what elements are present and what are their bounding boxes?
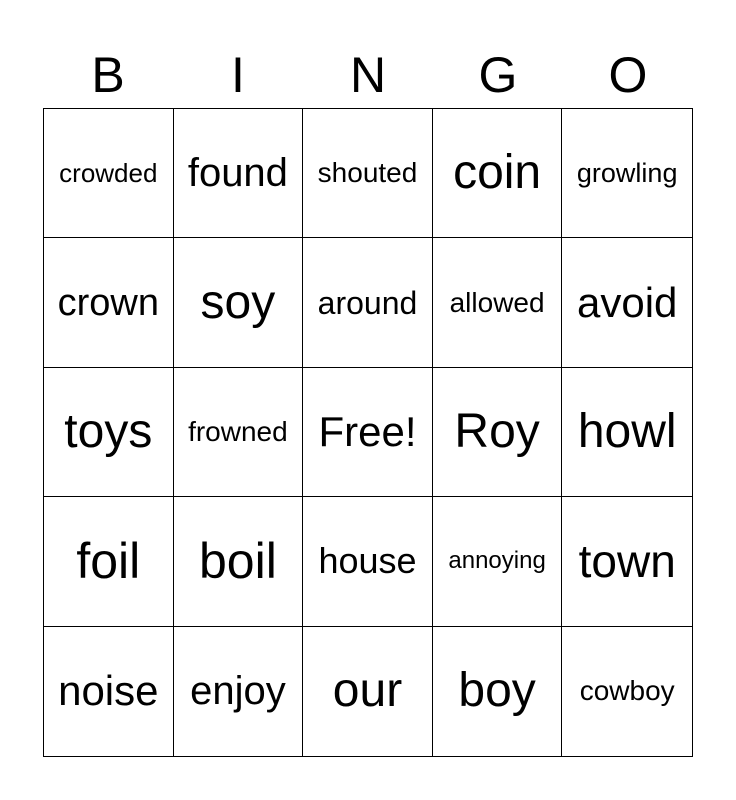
- header-letter-o: O: [608, 47, 648, 103]
- header-letter-g: G: [478, 47, 518, 103]
- bingo-cell[interactable]: noise: [44, 627, 174, 756]
- bingo-cell[interactable]: enjoy: [174, 627, 304, 756]
- bingo-cell[interactable]: allowed: [433, 238, 563, 367]
- bingo-cell[interactable]: coin: [433, 109, 563, 238]
- bingo-board: [43, 108, 693, 757]
- bingo-cell[interactable]: howl: [562, 368, 692, 497]
- bingo-cell[interactable]: boy: [433, 627, 563, 756]
- bingo-cell[interactable]: Roy: [433, 368, 563, 497]
- bingo-cell[interactable]: around: [303, 238, 433, 367]
- header-letter-i: I: [231, 47, 245, 103]
- bingo-cell[interactable]: house: [303, 497, 433, 626]
- header-letter-b: B: [91, 47, 125, 103]
- bingo-cell[interactable]: foil: [44, 497, 174, 626]
- bingo-cell[interactable]: avoid: [562, 238, 692, 367]
- bingo-cell[interactable]: growling: [562, 109, 692, 238]
- bingo-cell[interactable]: shouted: [303, 109, 433, 238]
- bingo-cell[interactable]: Free!: [303, 368, 433, 497]
- bingo-header: [43, 42, 693, 108]
- header-letter-n: N: [349, 47, 387, 103]
- bingo-cell[interactable]: frowned: [174, 368, 304, 497]
- bingo-cell[interactable]: toys: [44, 368, 174, 497]
- bingo-cell[interactable]: found: [174, 109, 304, 238]
- bingo-cell[interactable]: crown: [44, 238, 174, 367]
- bingo-cell[interactable]: annoying: [433, 497, 563, 626]
- bingo-cell[interactable]: town: [562, 497, 692, 626]
- bingo-cell[interactable]: our: [303, 627, 433, 756]
- bingo-cell[interactable]: soy: [174, 238, 304, 367]
- bingo-cell[interactable]: boil: [174, 497, 304, 626]
- bingo-cell[interactable]: crowded: [44, 109, 174, 238]
- bingo-cell[interactable]: cowboy: [579, 675, 675, 707]
